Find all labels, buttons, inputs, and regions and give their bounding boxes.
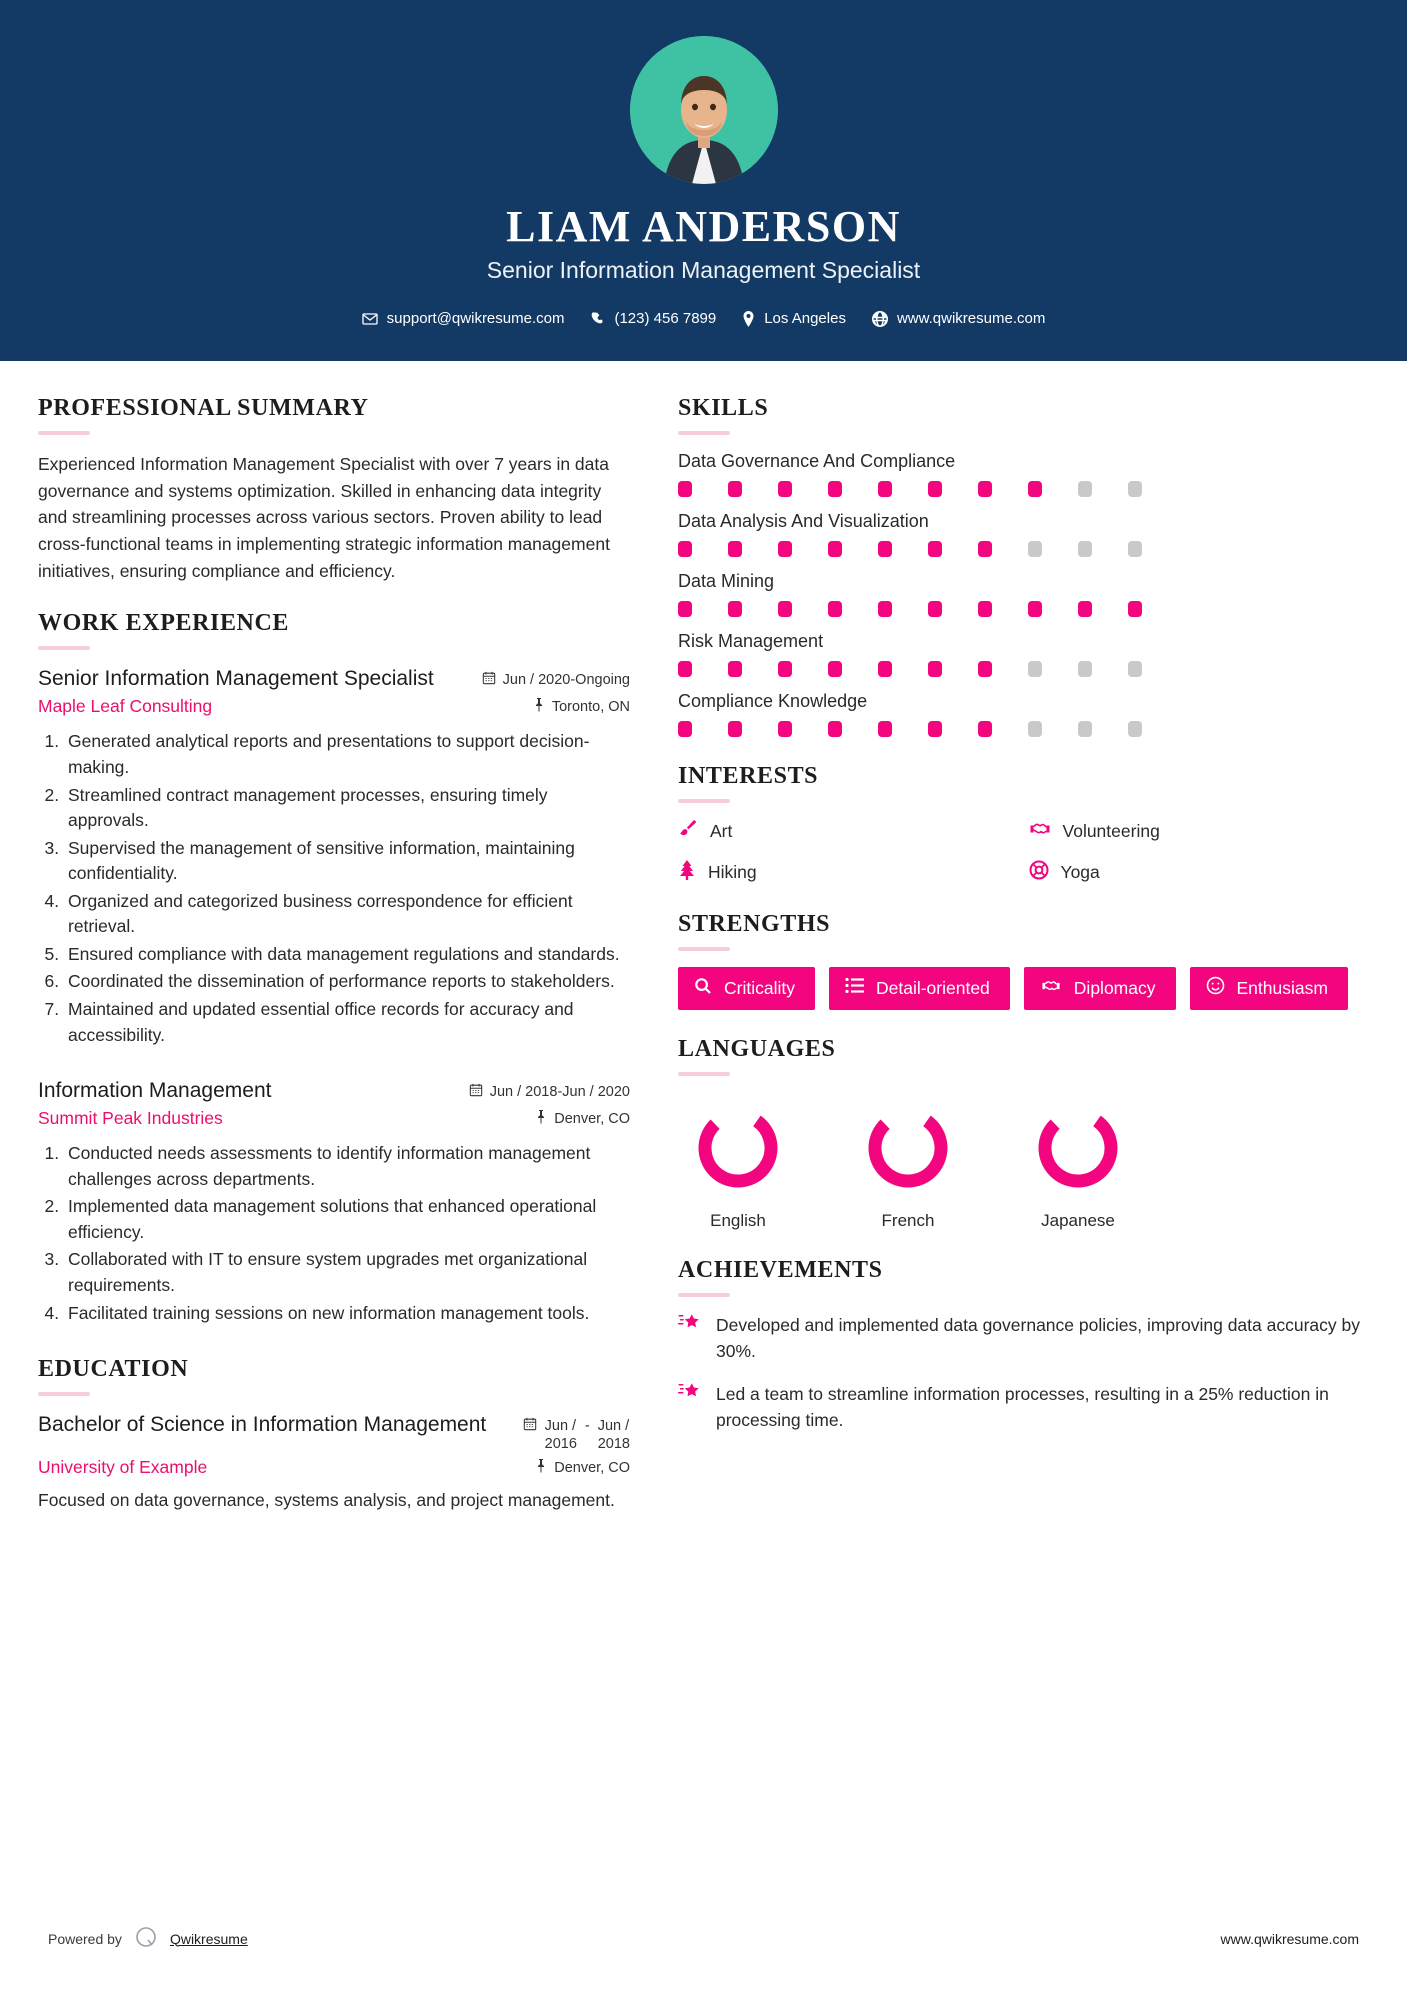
summary-text: Experienced Information Management Specialist with over 7 years in data governance and systems optimization. Skilled in enhancing data integrity and streamlining processes across various sectors. Proven ability to lead cross-functional teams in implementing strategic information management initiatives, ensuring compliance and efficiency.	[38, 454, 610, 581]
work-dates-text: Jun / 2020-Ongoing	[502, 672, 630, 689]
skill-label: Risk Management	[678, 631, 824, 652]
skill-rating-dot	[928, 721, 942, 737]
language-donut	[1032, 1102, 1124, 1194]
list-item: 1. Conducted needs assessments to identify information management challenges across departments.	[64, 1141, 630, 1192]
education-description: Focused on data governance, systems analysis, and project management.	[38, 1490, 615, 1511]
skill-rating-dot	[828, 481, 842, 497]
interest-yoga	[1029, 860, 1370, 885]
achievement-item	[678, 1382, 1369, 1433]
list-item: 3. Supervised the management of sensitive information, maintaining confidentiality.	[64, 836, 630, 887]
left-column	[38, 395, 630, 1544]
skill-rating-dot	[1128, 601, 1142, 617]
education-degree: Bachelor of Science in Information Management	[38, 1413, 487, 1437]
skill-rating	[678, 601, 1369, 617]
language-item	[848, 1102, 968, 1231]
skill-rating-dot	[728, 601, 742, 617]
skill-item	[678, 631, 1369, 677]
strength-label: Enthusiasm	[1236, 977, 1328, 998]
skill-rating-dot	[878, 721, 892, 737]
achievement-item	[678, 1313, 1369, 1364]
contact-phone[interactable]	[590, 310, 716, 327]
resume-header	[0, 0, 1407, 361]
language-donut	[692, 1102, 784, 1194]
footer-powered-by	[48, 1925, 248, 1952]
skill-rating-dot	[978, 481, 992, 497]
contact-location-text: Los Angeles	[764, 310, 846, 328]
contact-website-text: www.qwikresume.com	[896, 310, 1046, 328]
education-entry	[38, 1412, 630, 1514]
interest-label: Art	[710, 821, 733, 842]
list-item: 2. Implemented data management solutions that enhanced operational efficiency.	[64, 1194, 630, 1245]
education-end-date	[598, 1417, 630, 1453]
skill-rating-dot	[828, 541, 842, 557]
achievement-text: Led a team to streamline information processes, resulting in a 25% reduction in processing time.	[716, 1384, 1329, 1430]
strength-label: Detail-oriented	[875, 977, 990, 998]
work-role: Senior Information Management Specialist	[38, 667, 434, 691]
skill-label: Data Analysis And Visualization	[678, 511, 929, 532]
section-heading: INTERESTS	[678, 763, 819, 790]
skill-item	[678, 511, 1369, 557]
contact-phone-text: (123) 456 7899	[614, 310, 717, 328]
strength-detail-oriented	[829, 967, 1010, 1010]
skill-rating-dot	[678, 481, 692, 497]
skill-rating-dot	[978, 661, 992, 677]
languages-list	[678, 1092, 1369, 1231]
skill-rating-dot	[1028, 601, 1042, 617]
handshake-icon	[1040, 977, 1062, 1000]
list-item: 4. Facilitated training sessions on new information management tools.	[64, 1301, 630, 1327]
skill-rating-dot	[1028, 661, 1042, 677]
language-item	[678, 1102, 798, 1231]
handshake-icon	[1029, 819, 1051, 844]
skill-rating-dot	[1028, 541, 1042, 557]
skill-rating-dot	[828, 721, 842, 737]
section-heading: EDUCATION	[38, 1356, 189, 1383]
skill-rating	[678, 661, 1369, 677]
skill-rating-dot	[1128, 541, 1142, 557]
work-location	[533, 698, 630, 716]
skill-rating-dot	[678, 541, 692, 557]
list-item: 5. Ensured compliance with data management regulations and standards.	[64, 942, 630, 968]
section-education	[38, 1356, 630, 1514]
section-languages	[678, 1036, 1369, 1231]
resume-body	[0, 361, 1407, 1544]
work-location-text: Denver, CO	[554, 1111, 630, 1128]
footer-brand-link[interactable]: Qwikresume	[169, 1930, 248, 1947]
smiley-icon	[1206, 976, 1225, 1000]
strength-label: Diplomacy	[1073, 977, 1156, 998]
section-heading: ACHIEVEMENTS	[678, 1257, 883, 1284]
section-interests	[678, 763, 1369, 885]
pin-icon	[535, 1110, 547, 1128]
work-location-text: Toronto, ON	[551, 699, 630, 716]
list-item: 4. Organized and categorized business correspondence for efficient retrieval.	[64, 889, 630, 940]
tree-icon	[678, 860, 696, 885]
skill-rating-dot	[728, 721, 742, 737]
skill-rating-dot	[978, 601, 992, 617]
list-item: 2. Streamlined contract management processes, ensuring timely approvals.	[64, 783, 630, 834]
section-skills	[678, 395, 1369, 737]
globe-icon	[872, 311, 888, 327]
skill-rating-dot	[678, 601, 692, 617]
shooting-star-icon	[678, 1382, 702, 1409]
education-end-month: Jun /	[597, 1418, 630, 1435]
skill-rating-dot	[778, 721, 792, 737]
skill-label: Data Governance And Compliance	[678, 451, 956, 472]
skill-rating-dot	[778, 541, 792, 557]
skill-rating-dot	[678, 721, 692, 737]
skill-label: Compliance Knowledge	[678, 691, 868, 712]
skill-rating-dot	[878, 661, 892, 677]
skills-list	[678, 451, 1369, 737]
skill-rating-dot	[778, 661, 792, 677]
strength-label: Criticality	[724, 977, 795, 998]
education-end-year: 2018	[597, 1436, 630, 1453]
section-achievements	[678, 1257, 1369, 1433]
education-location	[535, 1459, 630, 1477]
language-label: Japanese	[1041, 1211, 1115, 1231]
qwikresume-logo-icon	[134, 1925, 158, 1952]
skill-label: Data Mining	[678, 571, 775, 592]
section-rule	[38, 646, 90, 650]
phone-icon	[590, 311, 605, 326]
section-heading: STRENGTHS	[678, 911, 831, 938]
list-icon	[845, 977, 864, 999]
section-heading: SKILLS	[678, 395, 769, 422]
interest-label: Volunteering	[1062, 821, 1160, 842]
education-location-text: Denver, CO	[554, 1460, 630, 1477]
skill-rating-dot	[728, 481, 742, 497]
work-entry	[38, 1078, 630, 1326]
section-rule	[678, 431, 730, 435]
skill-rating-dot	[878, 481, 892, 497]
footer-powered-label: Powered by	[48, 1930, 122, 1947]
envelope-icon	[362, 311, 378, 327]
contact-location[interactable]	[742, 310, 846, 327]
section-heading: PROFESSIONAL SUMMARY	[38, 395, 369, 422]
language-item	[1018, 1102, 1138, 1231]
work-company: Maple Leaf Consulting	[38, 696, 213, 717]
skill-rating-dot	[1128, 661, 1142, 677]
education-start-year: 2016	[544, 1436, 577, 1453]
shooting-star-icon	[678, 1313, 702, 1340]
strength-criticality	[678, 967, 815, 1010]
contact-email[interactable]	[362, 310, 565, 327]
work-location	[535, 1110, 630, 1128]
page-title: LIAM ANDERSON	[506, 202, 901, 251]
section-rule	[38, 1392, 90, 1396]
strengths-list	[678, 967, 1369, 1010]
strength-diplomacy	[1024, 967, 1176, 1010]
list-item: 1. Generated analytical reports and presentations to support decision-making.	[64, 729, 630, 780]
magnifier-icon	[694, 977, 712, 1000]
section-rule	[678, 947, 730, 951]
skill-rating-dot	[1028, 721, 1042, 737]
calendar-icon	[469, 1083, 483, 1101]
skill-rating-dot	[1028, 481, 1042, 497]
skill-rating-dot	[1128, 721, 1142, 737]
education-dates	[523, 1415, 630, 1453]
list-item: 6. Coordinated the dissemination of performance reports to stakeholders.	[64, 969, 630, 995]
interest-label: Yoga	[1060, 862, 1100, 883]
section-rule	[678, 799, 730, 803]
interest-hiking	[678, 860, 1019, 885]
work-dates	[469, 1079, 630, 1101]
section-heading: WORK EXPERIENCE	[38, 610, 290, 637]
skill-rating-dot	[1078, 601, 1092, 617]
skill-rating-dot	[1078, 661, 1092, 677]
work-dates	[482, 667, 630, 689]
contact-email-text: support@qwikresume.com	[386, 310, 565, 328]
skill-rating-dot	[678, 661, 692, 677]
skill-rating-dot	[928, 601, 942, 617]
map-pin-icon	[742, 311, 755, 327]
skill-rating-dot	[928, 541, 942, 557]
strength-enthusiasm	[1190, 967, 1348, 1010]
skill-rating-dot	[978, 541, 992, 557]
language-donut	[862, 1102, 954, 1194]
pin-icon	[535, 1459, 547, 1477]
skill-item	[678, 691, 1369, 737]
contact-row	[0, 310, 1407, 327]
life-ring-icon	[1029, 860, 1049, 885]
contact-website[interactable]	[872, 310, 1045, 327]
work-entry	[38, 666, 630, 1048]
section-work-experience	[38, 610, 630, 1326]
education-date-separator: -	[584, 1418, 590, 1435]
skill-rating	[678, 481, 1369, 497]
work-bullets	[64, 1141, 630, 1326]
skill-rating-dot	[978, 721, 992, 737]
language-label: English	[710, 1211, 766, 1231]
education-school: University of Example	[38, 1457, 208, 1478]
work-company: Summit Peak Industries	[38, 1108, 223, 1129]
work-role: Information Management	[38, 1079, 272, 1103]
skill-rating-dot	[1128, 481, 1142, 497]
skill-rating-dot	[1078, 721, 1092, 737]
skill-rating-dot	[928, 661, 942, 677]
section-professional-summary	[38, 395, 630, 584]
section-strengths	[678, 911, 1369, 1010]
skill-rating-dot	[728, 661, 742, 677]
skill-rating-dot	[828, 601, 842, 617]
skill-rating-dot	[878, 601, 892, 617]
section-rule	[38, 431, 90, 435]
education-start-date	[545, 1417, 577, 1453]
list-item: 7. Maintained and updated essential office records for accuracy and accessibility.	[64, 997, 630, 1048]
skill-rating-dot	[928, 481, 942, 497]
work-dates-text: Jun / 2018-Jun / 2020	[489, 1084, 630, 1101]
section-rule	[678, 1072, 730, 1076]
interest-volunteering	[1029, 819, 1370, 844]
education-start-month: Jun /	[544, 1418, 577, 1435]
skill-rating-dot	[778, 601, 792, 617]
calendar-icon	[482, 671, 496, 689]
skill-rating-dot	[1078, 481, 1092, 497]
right-column	[678, 395, 1369, 1459]
avatar	[630, 36, 778, 184]
skill-item	[678, 451, 1369, 497]
skill-rating	[678, 541, 1369, 557]
calendar-icon	[523, 1417, 537, 1435]
section-heading: LANGUAGES	[678, 1036, 836, 1063]
interests-grid	[678, 819, 1369, 885]
work-bullets	[64, 729, 630, 1048]
pin-icon	[533, 698, 545, 716]
avatar-photo	[630, 36, 778, 184]
skill-rating	[678, 721, 1369, 737]
skill-rating-dot	[728, 541, 742, 557]
skill-rating-dot	[1078, 541, 1092, 557]
skill-rating-dot	[828, 661, 842, 677]
footer-url[interactable]: www.qwikresume.com	[1220, 1930, 1359, 1947]
skill-rating-dot	[778, 481, 792, 497]
paintbrush-icon	[678, 819, 698, 844]
interest-art	[678, 819, 1019, 844]
skill-item	[678, 571, 1369, 617]
achievement-text: Developed and implemented data governance policies, improving data accuracy by 30%.	[716, 1315, 1360, 1361]
job-title: Senior Information Management Specialist	[486, 257, 921, 284]
language-label: French	[881, 1211, 935, 1231]
resume-footer	[0, 1925, 1407, 1952]
list-item: 3. Collaborated with IT to ensure system upgrades met organizational requirements.	[64, 1247, 630, 1298]
section-rule	[678, 1293, 730, 1297]
interest-label: Hiking	[708, 862, 757, 883]
skill-rating-dot	[878, 541, 892, 557]
